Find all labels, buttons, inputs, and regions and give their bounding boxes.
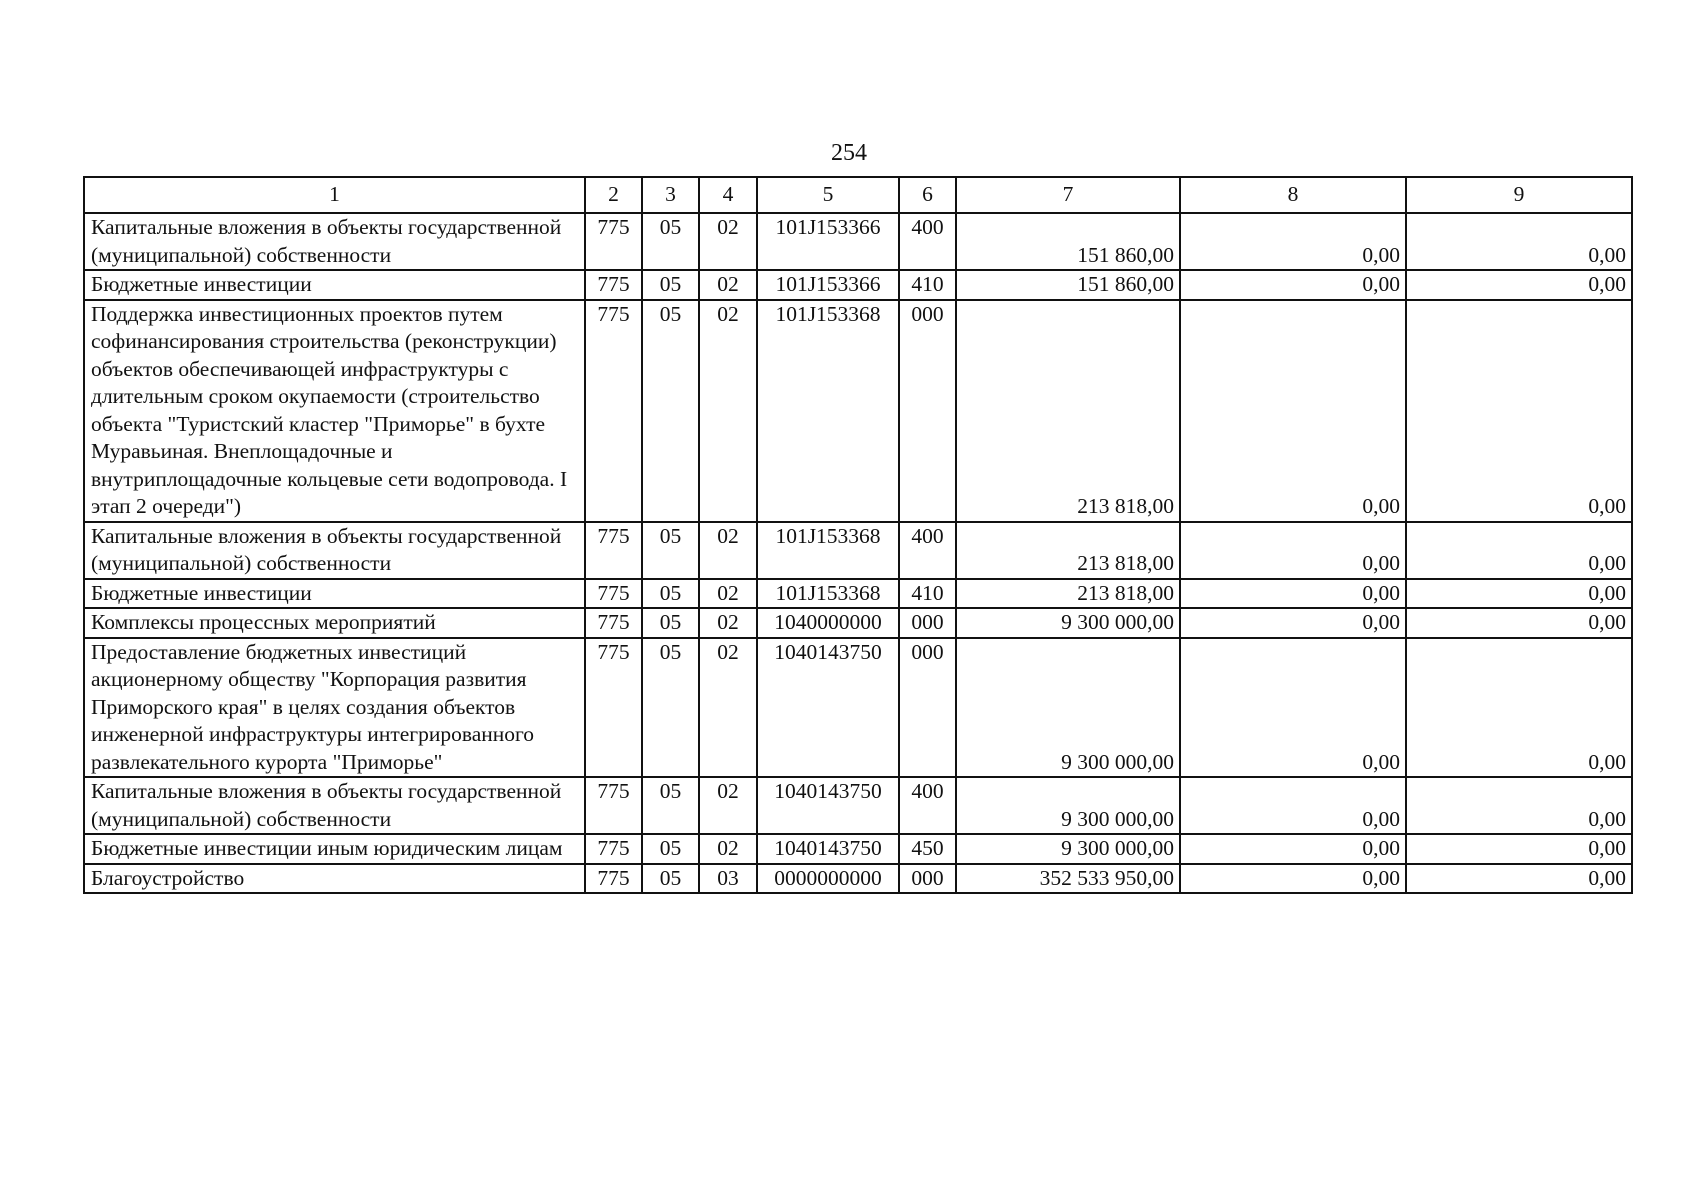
row-col-9: 0,00: [1406, 300, 1632, 522]
table-row: [84, 270, 1632, 300]
row-col-7: 9 300 000,00: [956, 834, 1180, 864]
row-col-8: 0,00: [1180, 522, 1406, 579]
table-row: [84, 638, 1632, 778]
row-col-4: 02: [699, 608, 757, 638]
table-row: [84, 864, 1632, 894]
row-col-3: 05: [642, 270, 699, 300]
row-col-8: 0,00: [1180, 608, 1406, 638]
column-header-5: 5: [757, 177, 899, 213]
row-col-9: 0,00: [1406, 834, 1632, 864]
row-col-2: 775: [585, 300, 642, 522]
table-row: [84, 834, 1632, 864]
row-name: Бюджетные инвестиции иным юридическим лицам: [84, 834, 585, 864]
column-header-4: 4: [699, 177, 757, 213]
table-row: [84, 300, 1632, 522]
row-col-4: 02: [699, 213, 757, 270]
row-col-9: 0,00: [1406, 270, 1632, 300]
column-header-6: 6: [899, 177, 956, 213]
row-name: Бюджетные инвестиции: [84, 270, 585, 300]
row-col-6: 410: [899, 579, 956, 609]
page-number: 254: [831, 140, 867, 166]
row-col-2: 775: [585, 213, 642, 270]
row-col-8: 0,00: [1180, 579, 1406, 609]
row-name: Капитальные вложения в объекты государственной (муниципальной) собственности: [84, 777, 585, 834]
row-col-5: 1040143750: [757, 638, 899, 778]
row-name: Капитальные вложения в объекты государственной (муниципальной) собственности: [84, 522, 585, 579]
row-col-4: 02: [699, 777, 757, 834]
table-row: [84, 522, 1632, 579]
row-col-3: 05: [642, 608, 699, 638]
row-name: Комплексы процессных мероприятий: [84, 608, 585, 638]
table-row: [84, 777, 1632, 834]
row-col-5: 101J153368: [757, 579, 899, 609]
row-col-6: 410: [899, 270, 956, 300]
row-col-3: 05: [642, 213, 699, 270]
row-col-3: 05: [642, 834, 699, 864]
row-col-6: 450: [899, 834, 956, 864]
row-col-6: 000: [899, 608, 956, 638]
row-col-6: 400: [899, 522, 956, 579]
row-col-3: 05: [642, 522, 699, 579]
row-col-8: 0,00: [1180, 864, 1406, 894]
row-col-2: 775: [585, 608, 642, 638]
row-name: Капитальные вложения в объекты государственной (муниципальной) собственности: [84, 213, 585, 270]
row-col-9: 0,00: [1406, 608, 1632, 638]
row-col-9: 0,00: [1406, 522, 1632, 579]
row-col-4: 02: [699, 579, 757, 609]
row-col-5: 101J153366: [757, 213, 899, 270]
column-header-2: 2: [585, 177, 642, 213]
row-col-3: 05: [642, 300, 699, 522]
row-col-5: 101J153366: [757, 270, 899, 300]
row-col-2: 775: [585, 638, 642, 778]
row-name: Бюджетные инвестиции: [84, 579, 585, 609]
row-col-4: 02: [699, 300, 757, 522]
row-col-4: 03: [699, 864, 757, 894]
row-col-9: 0,00: [1406, 864, 1632, 894]
row-col-6: 400: [899, 213, 956, 270]
column-header-7: 7: [956, 177, 1180, 213]
row-col-3: 05: [642, 579, 699, 609]
row-col-7: 213 818,00: [956, 522, 1180, 579]
budget-table: [83, 176, 1633, 894]
table-row: [84, 579, 1632, 609]
row-col-9: 0,00: [1406, 213, 1632, 270]
row-col-3: 05: [642, 777, 699, 834]
row-col-9: 0,00: [1406, 638, 1632, 778]
row-col-7: 213 818,00: [956, 579, 1180, 609]
row-col-5: 0000000000: [757, 864, 899, 894]
row-col-6: 000: [899, 300, 956, 522]
row-col-7: 9 300 000,00: [956, 777, 1180, 834]
column-header-3: 3: [642, 177, 699, 213]
row-col-6: 000: [899, 864, 956, 894]
row-col-4: 02: [699, 834, 757, 864]
row-col-2: 775: [585, 270, 642, 300]
row-col-5: 1040143750: [757, 777, 899, 834]
row-col-7: 9 300 000,00: [956, 608, 1180, 638]
row-col-2: 775: [585, 864, 642, 894]
table-row: [84, 213, 1632, 270]
row-name: Поддержка инвестиционных проектов путем софинансирования строительства (реконструкции) объектов обеспечивающей инфраструктуры с длительным сроком окупаемости (строительство объекта "Туристский кластер "Приморье" в бухте Муравьиная. Внеплощадочные и внутриплощадочные кольцевые сети водопровода. I этап 2 очереди"): [84, 300, 585, 522]
column-header-8: 8: [1180, 177, 1406, 213]
table-row: [84, 608, 1632, 638]
row-col-8: 0,00: [1180, 270, 1406, 300]
row-col-8: 0,00: [1180, 213, 1406, 270]
row-col-5: 1040143750: [757, 834, 899, 864]
row-col-6: 400: [899, 777, 956, 834]
row-col-2: 775: [585, 522, 642, 579]
row-col-5: 101J153368: [757, 300, 899, 522]
row-col-6: 000: [899, 638, 956, 778]
row-col-9: 0,00: [1406, 777, 1632, 834]
row-col-8: 0,00: [1180, 638, 1406, 778]
row-col-8: 0,00: [1180, 300, 1406, 522]
row-col-5: 1040000000: [757, 608, 899, 638]
row-col-4: 02: [699, 638, 757, 778]
row-col-2: 775: [585, 579, 642, 609]
row-col-4: 02: [699, 270, 757, 300]
row-col-3: 05: [642, 638, 699, 778]
column-header-1: 1: [84, 177, 585, 213]
row-col-7: 151 860,00: [956, 270, 1180, 300]
row-col-7: 213 818,00: [956, 300, 1180, 522]
row-col-8: 0,00: [1180, 834, 1406, 864]
row-col-2: 775: [585, 834, 642, 864]
row-name: Благоустройство: [84, 864, 585, 894]
row-col-5: 101J153368: [757, 522, 899, 579]
row-name: Предоставление бюджетных инвестиций акционерному обществу "Корпорация развития Приморского края" в целях создания объектов инженерной инфраструктуры интегрированного развлекательного курорта "Приморье": [84, 638, 585, 778]
row-col-7: 9 300 000,00: [956, 638, 1180, 778]
row-col-3: 05: [642, 864, 699, 894]
row-col-2: 775: [585, 777, 642, 834]
column-header-9: 9: [1406, 177, 1632, 213]
table-header-row: [84, 177, 1632, 213]
row-col-8: 0,00: [1180, 777, 1406, 834]
row-col-4: 02: [699, 522, 757, 579]
row-col-7: 151 860,00: [956, 213, 1180, 270]
row-col-7: 352 533 950,00: [956, 864, 1180, 894]
row-col-9: 0,00: [1406, 579, 1632, 609]
